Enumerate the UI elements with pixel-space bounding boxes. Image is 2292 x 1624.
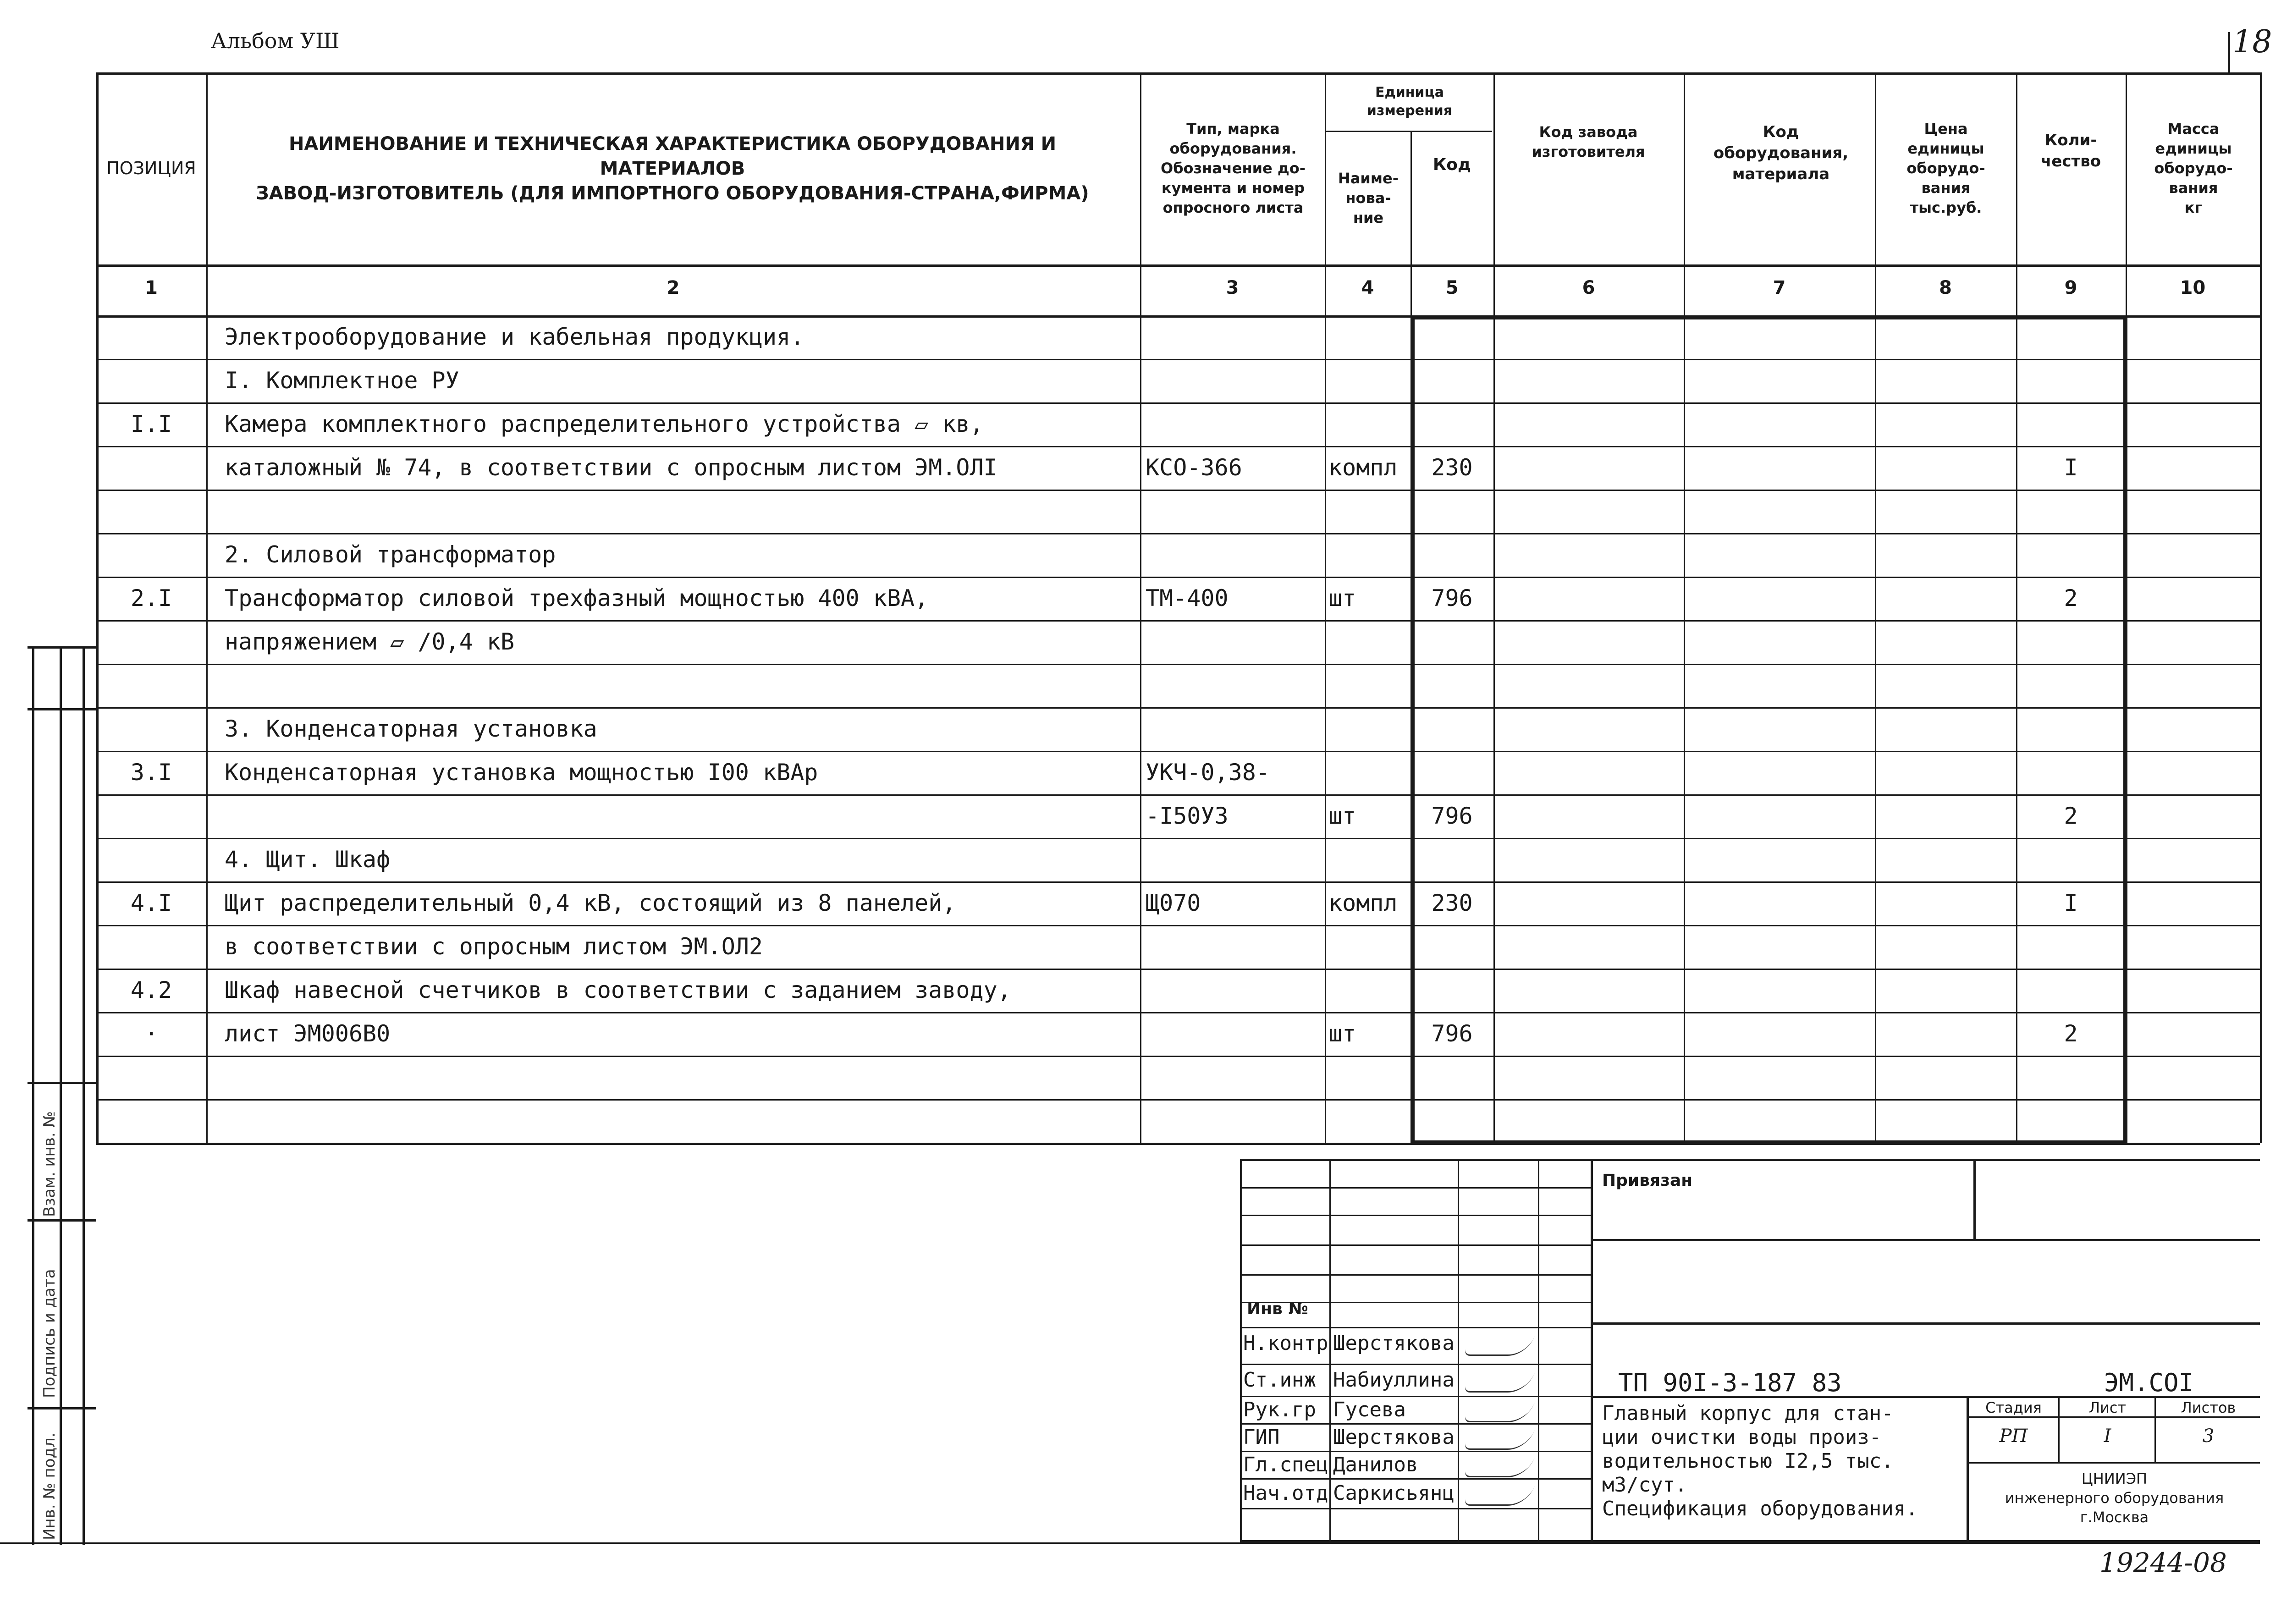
cell-type: ТМ-400 [1146,585,1229,611]
doc-code: ТП 90I-3-187 83 [1618,1368,1842,1397]
header-mass [2127,73,2260,264]
header-type-l1: Тип, марка [1186,120,1280,138]
unit-group-divider [1325,131,1492,132]
org-l2: инженерного оборудования [2005,1489,2224,1507]
sheets-label: Листов [2181,1399,2236,1416]
row-divider [96,620,2260,622]
description-l2: ции очистки воды произ- [1602,1426,1882,1449]
cell-name: 4. Щит. Шкаф [225,846,391,873]
signer-role: Гл.спец [1243,1453,1328,1476]
strip-h4 [28,1219,96,1222]
header-price [1877,73,2015,264]
strip-line-a [32,646,34,1545]
sheet-value: I [2104,1426,2111,1447]
row-divider [96,707,2260,709]
cell-name: Электрооборудование и кабельная продукция. [225,324,804,350]
stage-label: Стадия [1985,1399,2042,1416]
header-type-l2: оборудования. [1169,139,1297,157]
tb-r11 [1240,1478,1591,1480]
signer-role: Н.контр [1243,1332,1328,1355]
table-row [96,1012,2260,1056]
header-unit-group-l2: измерения [1366,103,1453,119]
cell-name: I. Комплектное РУ [225,367,459,394]
header-price-l5: тыс.руб. [1910,199,1982,217]
header-equip-code-l1: Код [1763,123,1799,142]
tb-top [1240,1159,2260,1161]
col-number-8: 8 [1939,277,1952,298]
signature-mark [1463,1430,1535,1450]
header-equip-code-l2: оборудования, [1713,144,1849,163]
col-number-7: 7 [1773,277,1786,298]
header-equip-code [1687,73,1875,234]
signer-role: ГИП [1243,1426,1280,1449]
cell-type: Щ070 [1146,890,1201,916]
sheets-value: 3 [2202,1426,2215,1447]
page-bottom-rule [0,1542,2260,1544]
col-number-1: 1 [145,277,158,298]
row-divider [96,359,2260,360]
org-l3: г.Москва [2080,1508,2149,1526]
header-unit-group-l1: Единица [1375,84,1444,100]
strip-h1 [28,646,96,649]
row-divider [96,881,2260,883]
cell-name: Конденсаторная установка мощностью I00 кВАр [225,759,818,786]
tb-stage-val-bottom [1967,1462,2260,1464]
stage-value: РП [1999,1426,2028,1447]
tb-r3 [1240,1244,1591,1246]
cell-name: Камера комплектного распределительного устройства ▱ кв, [225,411,984,437]
cell-position: 2.I [130,585,172,611]
header-price-l2: единицы [1907,139,1984,157]
header-unit-name-l1: Наиме- [1338,169,1399,187]
tb-bound-split [1973,1159,1976,1239]
cell-position: 4.2 [130,977,172,1003]
bound-label: Привязан [1602,1171,1693,1190]
header-qty [2017,73,2125,229]
tb-stage-lbl-bottom [1967,1416,2260,1418]
row-divider [96,533,2260,534]
table-row [96,838,2260,881]
tb-stage-split1 [2058,1396,2060,1462]
signer-name: Гусева [1333,1398,1406,1421]
strip-line-b [60,646,62,1545]
signer-name: Шерстякова [1333,1332,1455,1355]
album-label: Альбом УШ [211,28,340,53]
organization [1971,1469,2258,1527]
tb-left [1240,1159,1242,1544]
header-name [207,73,1138,264]
cell-unit-code: 796 [1431,803,1473,829]
inv-label: Инв № [1247,1299,1308,1318]
cell-position: · [144,1020,159,1047]
header-unit-name-l2: нова- [1345,189,1391,207]
header-mass-l3: оборудо- [2154,159,2233,177]
tb-code-top [1591,1322,2260,1325]
description-l1: Главный корпус для стан- [1602,1402,1894,1425]
cell-unit-code: 230 [1431,454,1473,481]
cell-name: 2. Силовой трансформатор [225,541,556,568]
cell-name: лист ЭМ006В0 [225,1020,391,1047]
signer-name: Данилов [1333,1453,1418,1476]
table-row [96,1099,2260,1143]
signer-name: Саркисьянц [1333,1481,1455,1505]
tb-r4 [1240,1274,1591,1276]
signature-mark [1463,1336,1535,1356]
description-l3: водительностью I2,5 тыс. [1602,1449,1894,1473]
tb-r6 [1240,1327,1591,1328]
col-number-2: 2 [667,277,680,298]
header-unit-name-l3: ние [1353,209,1384,227]
col-line-10 [2260,72,2262,1143]
tb-col4 [1591,1159,1593,1544]
row-divider [96,969,2260,970]
table-bottom-border [96,1143,2260,1145]
side-label-inv: Инв. № подл. [40,1432,59,1540]
row-divider [96,1099,2260,1101]
header-mass-l5: кг [2184,199,2203,217]
col-number-10: 10 [2180,277,2206,298]
tb-stage-split2 [2154,1396,2156,1462]
signer-role: Рук.гр [1243,1398,1316,1421]
sheet-number: 18 [2232,24,2272,60]
header-unit-name [1327,133,1410,264]
header-factory-code [1494,73,1682,211]
table-row [96,664,2260,707]
row-divider [96,794,2260,796]
tb-r2 [1240,1215,1591,1216]
signer-role: Нач.отд [1243,1481,1328,1505]
tb-r10 [1240,1451,1591,1452]
cell-unit-code: 796 [1431,585,1473,611]
tb-col3 [1538,1159,1539,1544]
strip-h5 [28,1407,96,1409]
sheet-code: ЭМ.СОI [2104,1368,2194,1397]
cell-type: УКЧ-0,38- [1146,759,1270,786]
header-type-l4: кумента и номер [1161,179,1305,197]
row-divider [96,577,2260,578]
header-mass-l1: Масса [2167,120,2220,138]
cell-type: -I50У3 [1146,803,1229,829]
row-divider [96,838,2260,839]
cell-unit-code: 796 [1431,1020,1473,1047]
cell-unit: компл [1328,890,1398,916]
header-price-l4: вания [1921,179,1971,197]
cell-position: 4.I [130,890,172,916]
cell-type: КСО-366 [1146,454,1242,481]
cell-position: 3.I [130,759,172,786]
side-label-replace: Взам. инв. № [40,1111,59,1217]
cell-unit-code: 230 [1431,890,1473,916]
header-price-l3: оборудо- [1906,159,1985,177]
cell-unit: шт [1328,1020,1356,1047]
signature-mark [1463,1403,1535,1422]
cell-name: напряжением ▱ /0,4 кВ [225,628,515,655]
cell-unit: шт [1328,803,1356,829]
sheet-number-rule [2228,32,2230,73]
strip-h3 [28,1082,96,1084]
cell-name: 3. Конденсаторная установка [225,716,597,742]
col-number-4: 4 [1361,277,1374,298]
header-factory-code-l1: Код завода [1539,123,1638,141]
col-number-5: 5 [1445,277,1459,298]
signer-name: Шерстякова [1333,1426,1455,1449]
header-equip-code-l3: материала [1732,165,1830,183]
header-name-line1: НАИМЕНОВАНИЕ И ТЕХНИЧЕСКАЯ ХАРАКТЕРИСТИКА ОБОРУДОВАНИЯ И [288,133,1057,154]
table-row [96,1056,2260,1099]
tb-r1 [1240,1187,1591,1189]
cell-name: в соответствии с опросным листом ЭМ.ОЛ2 [225,933,763,960]
signature-mark [1463,1458,1535,1477]
header-type [1141,73,1325,264]
row-divider [96,751,2260,752]
tb-r8 [1240,1396,1591,1397]
strip-h2 [28,708,96,710]
tb-bound-bottom [1591,1239,2260,1241]
tb-col2 [1458,1159,1459,1544]
stamp-number: 19244-08 [2099,1547,2227,1578]
cell-unit: компл [1328,454,1398,481]
header-name-line2: МАТЕРИАЛОВ [600,158,745,179]
row-divider [96,490,2260,491]
header-factory-code-l2: изготовителя [1532,143,1645,160]
signer-name: Набиуллина [1333,1368,1455,1392]
cell-unit: шт [1328,585,1356,611]
description-l5: Спецификация оборудования. [1602,1497,1918,1520]
tb-r9 [1240,1423,1591,1425]
cell-qty: 2 [2064,585,2078,611]
cell-qty: I [2064,890,2078,916]
cell-name: каталожный № 74, в соответствии с опросным листом ЭМ.ОЛI [225,454,997,481]
side-label-sign: Подпись и дата [40,1269,59,1398]
header-qty-l2: чество [2040,152,2101,171]
signer-role: Ст.инж [1243,1368,1316,1392]
cell-qty: I [2064,454,2078,481]
header-qty-l1: Коли- [2044,131,2097,150]
sheet-label: Лист [2088,1399,2127,1416]
row-divider [96,1056,2260,1057]
org-l1: ЦНИИЭП [2081,1470,2148,1487]
row-divider [96,664,2260,665]
header-bottom-border [96,264,2260,267]
header-mass-l4: вания [2169,179,2218,197]
col-number-6: 6 [1582,277,1595,298]
tb-col1 [1329,1159,1331,1544]
col-number-9: 9 [2064,277,2077,298]
description [1602,1402,1918,1521]
cell-qty: 2 [2064,1020,2078,1047]
row-divider [96,1012,2260,1013]
tb-r12 [1240,1508,1591,1509]
description-l4: м3/сут. [1602,1473,1687,1497]
row-divider [96,925,2260,926]
cell-qty: 2 [2064,803,2078,829]
header-type-l5: опросного листа [1163,199,1304,217]
cell-position: I.I [130,411,172,437]
tb-r7 [1240,1364,1591,1365]
header-mass-l2: единицы [2155,139,2232,157]
header-unit-code: Код [1432,155,1471,174]
cell-name: Трансформатор силовой трехфазный мощностью 400 кВА, [225,585,929,611]
header-unit-group [1327,74,1492,129]
header-type-l3: Обозначение до- [1161,159,1306,177]
cell-name: Шкаф навесной счетчиков в соответствии с заданием заводу, [225,977,1011,1003]
header-name-line3: ЗАВОД-ИЗГОТОВИТЕЛЬ (ДЛЯ ИМПОРТНОГО ОБОРУДОВАНИЯ-СТРАНА,ФИРМА) [256,182,1089,204]
row-divider [96,446,2260,447]
signature-mark [1463,1486,1535,1506]
header-position: ПОЗИЦИЯ [106,158,196,178]
table-row [96,490,2260,533]
row-divider [96,402,2260,404]
col-number-3: 3 [1226,277,1239,298]
signature-mark [1463,1373,1535,1393]
header-price-l1: Цена [1924,120,1968,138]
cell-name: Щит распределительный 0,4 кВ, состоящий из 8 панелей, [225,890,956,916]
strip-line-c [83,646,85,1545]
